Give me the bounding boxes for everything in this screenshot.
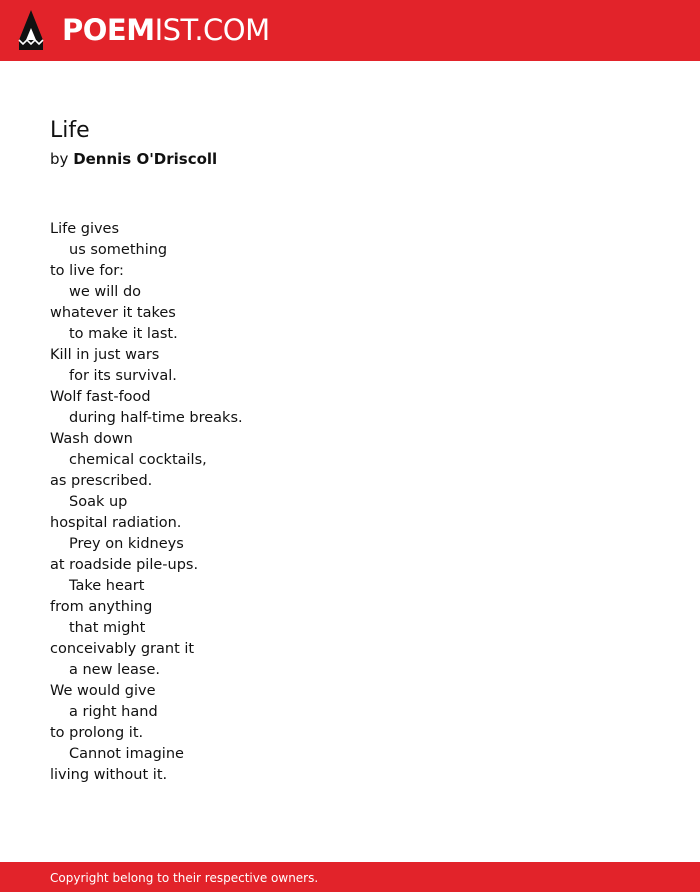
poem-line: Prey on kidneys xyxy=(69,536,184,552)
poem-line: living without it. xyxy=(50,767,168,783)
poem-line: We would give xyxy=(50,683,156,699)
poem-line: Life gives xyxy=(50,221,120,237)
poem-line: Wash down xyxy=(50,431,133,447)
brand-light: IST.COM xyxy=(154,13,270,47)
poem-title: Life xyxy=(50,118,90,143)
poem-line: during half-time breaks. xyxy=(69,410,243,426)
poem-byline xyxy=(50,148,217,170)
pencil-tip-icon[interactable] xyxy=(17,9,45,51)
poem-author: Dennis O'Driscoll xyxy=(73,150,218,168)
poem-line: a new lease. xyxy=(69,662,160,678)
poem-line: Wolf fast-food xyxy=(50,389,151,405)
poem-line: Kill in just wars xyxy=(50,347,160,363)
poem-line: us something xyxy=(69,242,168,258)
poem-line: to make it last. xyxy=(69,326,178,342)
poem-line: hospital radiation. xyxy=(50,515,182,531)
site-footer xyxy=(0,862,700,892)
copyright-text: Copyright belong to their respective owners. xyxy=(50,871,319,885)
site-header xyxy=(0,0,700,61)
brand-bold: POEM xyxy=(62,13,155,47)
poem-line: a right hand xyxy=(69,704,158,720)
poem-line: conceivably grant it xyxy=(50,641,195,657)
poem-line: that might xyxy=(69,620,146,636)
poem-line: for its survival. xyxy=(69,368,177,384)
poem-line: to live for: xyxy=(50,263,124,279)
poem-line: to prolong it. xyxy=(50,725,144,741)
poem-line: Cannot imagine xyxy=(69,746,184,762)
poem-body xyxy=(50,219,650,786)
poem-line: from anything xyxy=(50,599,153,615)
poem-line: at roadside pile-ups. xyxy=(50,557,199,573)
poem-line: we will do xyxy=(69,284,142,300)
by-prefix: by xyxy=(50,150,69,168)
site-logo-text[interactable] xyxy=(62,12,270,48)
poem-line: as prescribed. xyxy=(50,473,153,489)
poem-line: whatever it takes xyxy=(50,305,176,321)
poem-line: Soak up xyxy=(69,494,128,510)
poem-line: chemical cocktails, xyxy=(69,452,207,468)
poem-line: Take heart xyxy=(69,578,145,594)
